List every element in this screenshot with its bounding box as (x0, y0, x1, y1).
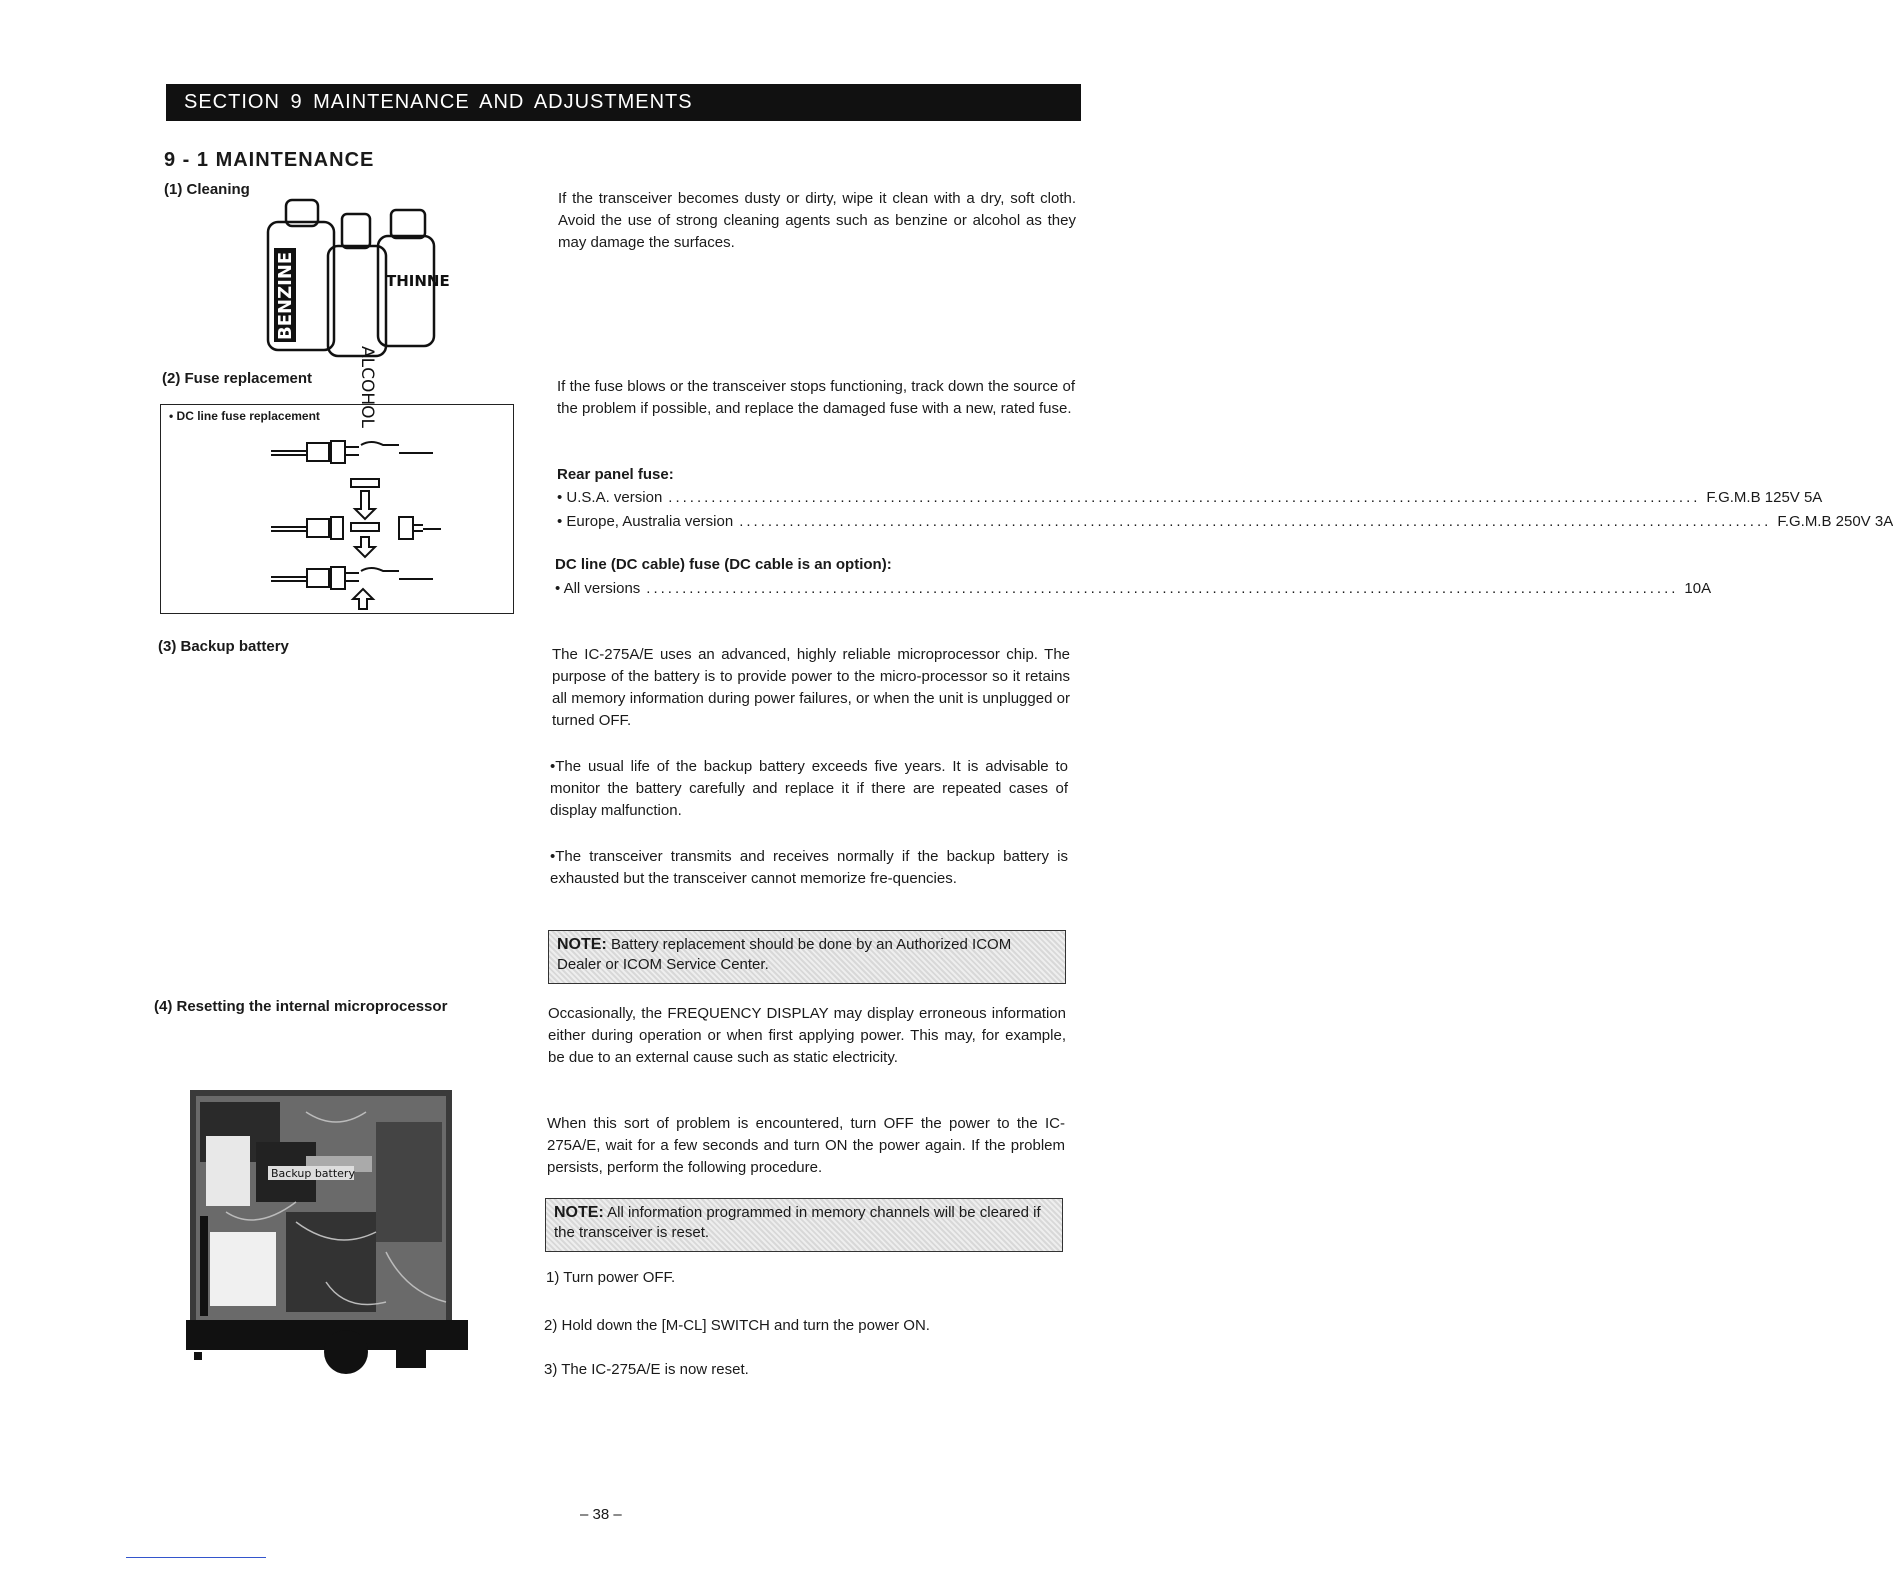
battery-text: The IC-275A/E uses an advanced, highly reliable microprocessor chip. The purpose of the battery is to provide power to the micro-processor so it retains all memory information during power failures, or when the unit is unplugged or turned OFF. (552, 646, 1070, 729)
rear-fuse-europe-value: F.G.M.B 250V 3A (1777, 513, 1893, 530)
reset-note-label: NOTE: (554, 1204, 604, 1221)
cleaning-heading: (1) Cleaning (164, 181, 250, 198)
reset-text-1: Occasionally, the FREQUENCY DISPLAY may display erroneous information either during operation or when first applying power. This may, for example, be due to an external cause such as static electricity. (548, 1005, 1066, 1066)
fuse-replacement-diagram (261, 425, 461, 611)
reset-heading: (4) Resetting the internal microprocessor (154, 998, 448, 1015)
dc-fuse-row (555, 580, 1712, 597)
fuse-diagram-box (160, 404, 514, 614)
battery-heading: (3) Backup battery (158, 638, 289, 655)
thinner-label: THINNE (386, 272, 450, 290)
battery-note-label: NOTE: (557, 936, 607, 953)
reset-note-text: All information programmed in memory channels will be cleared if the transceiver is reset. (554, 1204, 1041, 1241)
alcohol-label: ALCOHOL (357, 346, 377, 428)
reset-step-3: 3) The IC-275A/E is now reset. (544, 1361, 749, 1378)
page-number: – 38 – (580, 1506, 622, 1523)
dc-fuse-title: DC line (DC cable) fuse (DC cable is an option): (555, 556, 892, 573)
transceiver-interior-photo (186, 1082, 468, 1380)
fuse-heading: (2) Fuse replacement (162, 370, 313, 387)
cleaning-text: If the transceiver becomes dusty or dirty, wipe it clean with a dry, soft cloth. Avoid the use of strong cleaning agents such as benzine or alcohol as they may damage the surfaces. (558, 190, 1076, 251)
benzine-label: BENZINE (275, 251, 296, 340)
page-footer-rule (126, 1557, 266, 1558)
rear-fuse-usa-label: • U.S.A. version (557, 489, 663, 506)
reset-step-2: 2) Hold down the [M-CL] SWITCH and turn the power ON. (544, 1317, 930, 1334)
fuse-text: If the fuse blows or the transceiver stops functioning, track down the source of the problem if possible, and replace the damaged fuse with a new, rated fuse. (557, 378, 1075, 417)
section-header: SECTION 9 MAINTENANCE AND ADJUSTMENTS (166, 84, 1081, 121)
reset-note-box (545, 1198, 1063, 1252)
rear-fuse-title: Rear panel fuse: (557, 466, 674, 483)
rear-fuse-row-europe (557, 513, 1893, 530)
battery-note-box (548, 930, 1066, 984)
battery-bullet-normal: •The transceiver transmits and receives normally if the backup battery is exhausted but the transceiver cannot memorize fre-quencies. (550, 848, 1068, 887)
section-title: 9 - 1 MAINTENANCE (164, 149, 375, 171)
reset-step-1: 1) Turn power OFF. (546, 1269, 676, 1286)
dc-fuse-label: • All versions (555, 580, 641, 597)
rear-fuse-row-usa (557, 489, 1823, 506)
reset-text-2: When this sort of problem is encountered, turn OFF the power to the IC-275A/E, wait for a few seconds and turn ON the power again. If the problem persists, perform the following procedure. (547, 1115, 1065, 1176)
cleaning-bottles-illustration (258, 196, 450, 428)
dc-fuse-value: 10A (1684, 580, 1712, 597)
fuse-box-title: • DC line fuse replacement (169, 409, 320, 423)
battery-bullet-life: •The usual life of the backup battery exceeds five years. It is advisable to monitor the battery carefully and replace it if there are repeated cases of display malfunction. (550, 758, 1068, 819)
battery-note-text: Battery replacement should be done by an Authorized ICOM Dealer or ICOM Service Center. (557, 936, 1012, 973)
backup-battery-photo-label: Backup battery (271, 1167, 355, 1180)
rear-fuse-usa-value: F.G.M.B 125V 5A (1706, 489, 1823, 506)
rear-fuse-europe-label: • Europe, Australia version (557, 513, 734, 530)
